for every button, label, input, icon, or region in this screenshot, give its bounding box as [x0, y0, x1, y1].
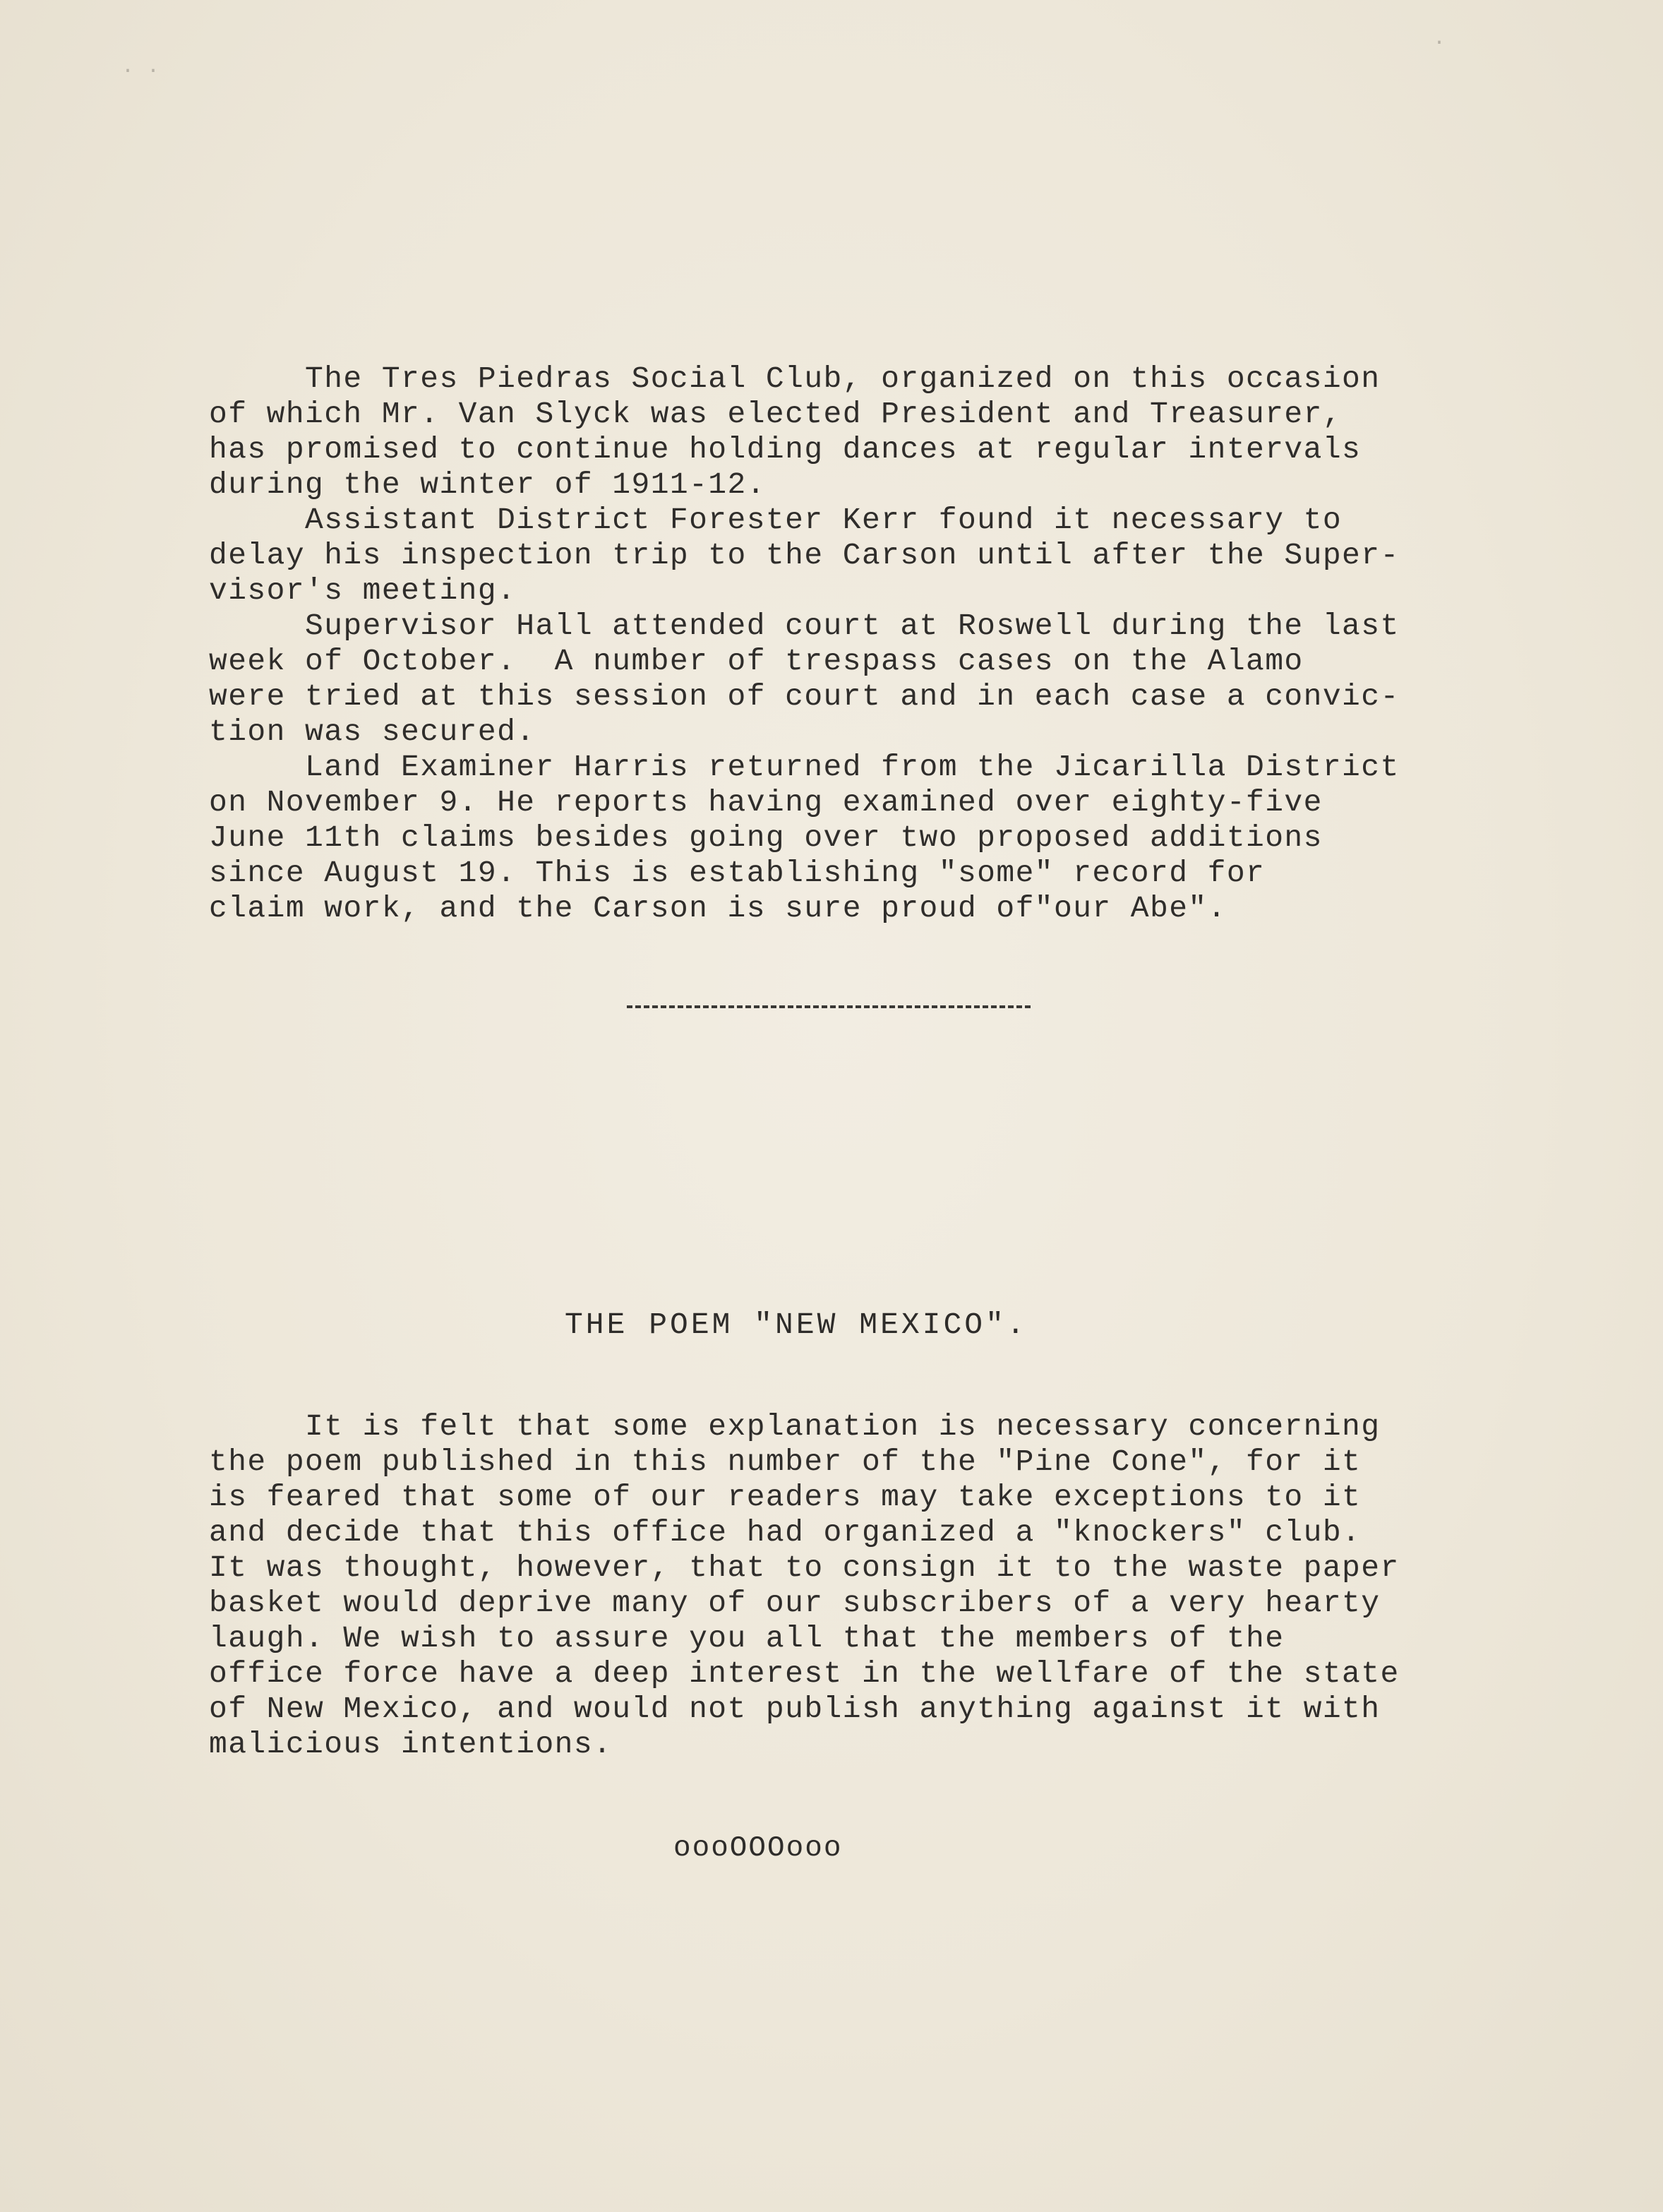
- text-line: June 11th claims besides going over two proposed additions: [209, 820, 1323, 855]
- text-line: claim work, and the Carson is sure proud of"our Abe".: [209, 891, 1227, 926]
- text-line: on November 9. He reports having examined over eighty-five: [209, 785, 1323, 820]
- text-line: the poem published in this number of the "Pine Cone", for it: [209, 1445, 1362, 1479]
- text-line: The Tres Piedras Social Club, organized on this occasion: [209, 361, 1381, 396]
- text-line: is feared that some of our readers may take exceptions to it: [209, 1480, 1362, 1514]
- text-line: were tried at this session of court and in each case a convic-: [209, 679, 1400, 714]
- text-line: of which Mr. Van Slyck was elected President and Treasurer,: [209, 397, 1343, 431]
- text-line: since August 19. This is establishing "some" record for: [209, 856, 1266, 890]
- text-line: basket would deprive many of our subscribers of a very hearty: [209, 1586, 1381, 1620]
- footer-ornament: oooOOOooo: [673, 1832, 843, 1865]
- text-line: of New Mexico, and would not publish anything against it with: [209, 1692, 1381, 1726]
- text-line: during the winter of 1911-12.: [209, 467, 766, 502]
- section-title: THE POEM "NEW MEXICO".: [565, 1308, 1028, 1342]
- section-divider: [627, 1005, 1031, 1008]
- text-line: delay his inspection trip to the Carson until after the Super-: [209, 538, 1400, 573]
- text-line: It was thought, however, that to consign it to the waste paper: [209, 1550, 1400, 1585]
- text-line: and decide that this office had organized a "knockers" club.: [209, 1515, 1362, 1550]
- text-line: It is felt that some explanation is necessary concerning: [209, 1409, 1381, 1444]
- paper-speck: ·: [1433, 31, 1446, 55]
- paper-speck: · ·: [121, 59, 160, 83]
- text-line: Supervisor Hall attended court at Roswell during the last: [209, 609, 1400, 643]
- text-line: office force have a deep interest in the wellfare of the state: [209, 1656, 1400, 1691]
- text-line: malicious intentions.: [209, 1727, 613, 1762]
- text-line: has promised to continue holding dances at regular intervals: [209, 432, 1362, 467]
- text-line: visor's meeting.: [209, 573, 517, 608]
- text-line: Assistant District Forester Kerr found it necessary to: [209, 503, 1343, 537]
- text-line: laugh. We wish to assure you all that the members of the: [209, 1621, 1285, 1656]
- text-line: tion was secured.: [209, 715, 536, 749]
- text-line: Land Examiner Harris returned from the Jicarilla District: [209, 750, 1400, 784]
- text-line: week of October. A number of trespass cases on the Alamo: [209, 644, 1304, 678]
